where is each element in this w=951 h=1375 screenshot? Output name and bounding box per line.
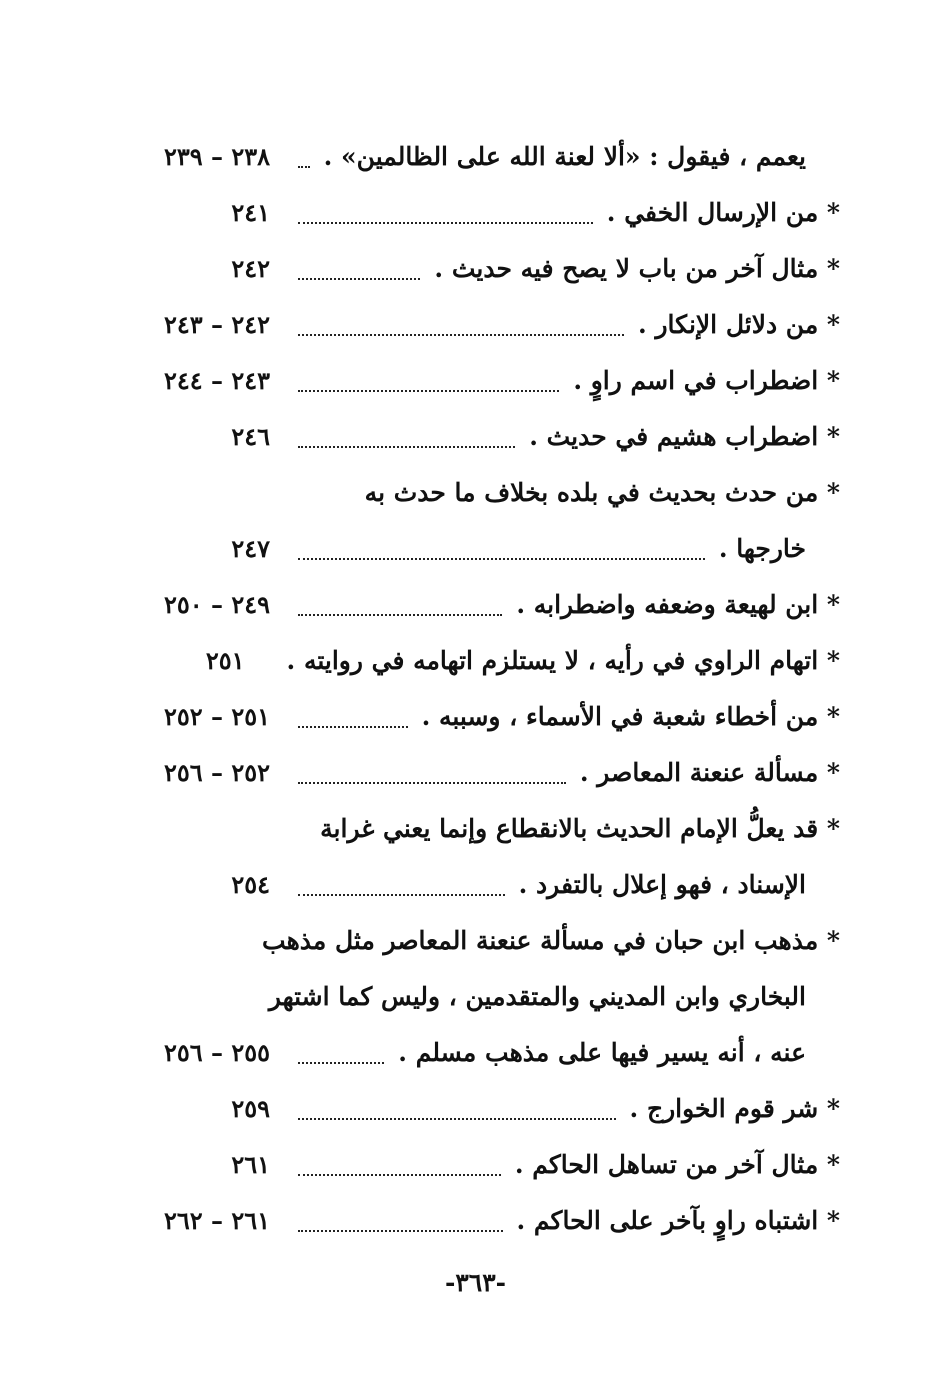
toc-entry-pages: ٢٥٢ – ٢٥٦: [163, 757, 270, 787]
toc-entry-pages: ٢٦١: [231, 1149, 270, 1179]
toc-entry: [120, 520, 840, 576]
table-of-contents: [120, 128, 840, 1248]
toc-entry-title: * اضطراب في اسم راوٍ .: [573, 365, 840, 395]
toc-entry-pages: ٢٥٤: [231, 869, 270, 899]
toc-entry-pages: ٢٥٥ – ٢٥٦: [163, 1037, 270, 1067]
page-number: -٣٦٣-: [444, 1268, 507, 1297]
toc-entry-pages: ٢٥٩: [231, 1093, 270, 1123]
toc-entry-pages: ٢٤٦: [231, 421, 270, 451]
toc-entry-pages: ٢٤١: [231, 197, 270, 227]
toc-entry-title: * اتهام الراوي في رأيه ، لا يستلزم اتهامه في روايته .: [286, 645, 840, 675]
toc-entry: [120, 856, 840, 912]
dot-leader: [298, 212, 593, 224]
toc-entry-title: البخاري وابن المديني والمتقدمين ، وليس كما اشتهر: [268, 981, 806, 1011]
toc-entry-title: يعمم ، فيقول : «ألا لعنة الله على الظالمين» .: [323, 141, 806, 171]
dot-leader: [298, 1164, 501, 1176]
toc-entry: [120, 128, 840, 184]
toc-entry: [120, 408, 840, 464]
toc-entry-pages: ٢٤٢ – ٢٤٣: [163, 309, 270, 339]
toc-entry-title: * مسألة عنعنة المعاصر .: [579, 757, 840, 787]
toc-entry: [120, 632, 840, 688]
toc-entry-title: * من حدث بحديث في بلده بخلاف ما حدث به: [364, 477, 840, 507]
toc-entry-title: عنه ، أنه يسير فيها على مذهب مسلم .: [398, 1037, 806, 1067]
toc-entry: [120, 688, 840, 744]
toc-entry: [120, 184, 840, 240]
toc-entry-title: * مثال آخر من تساهل الحاكم .: [514, 1149, 840, 1179]
toc-entry-title: * ابن لهيعة وضعفه واضطرابه .: [516, 589, 840, 619]
toc-entry: [120, 464, 840, 520]
toc-entry: [120, 1192, 840, 1248]
dot-leader: [298, 156, 310, 168]
toc-entry-pages: ٢٥١: [205, 645, 245, 675]
toc-entry: [120, 800, 840, 856]
dot-leader: [298, 1220, 503, 1232]
toc-entry-title: * اضطراب هشيم في حديث .: [529, 421, 840, 451]
toc-entry: [120, 296, 840, 352]
toc-entry: [120, 744, 840, 800]
toc-entry: [120, 352, 840, 408]
dot-leader: [298, 548, 705, 560]
dot-leader: [298, 324, 624, 336]
toc-entry-pages: ٢٤٩ – ٢٥٠: [163, 589, 270, 619]
toc-entry-pages: ٢٥١ – ٢٥٢: [163, 701, 270, 731]
toc-entry: [120, 968, 840, 1024]
dot-leader: [298, 884, 505, 896]
toc-entry: [120, 1024, 840, 1080]
toc-entry: [120, 1136, 840, 1192]
dot-leader: [298, 716, 408, 728]
dot-leader: [298, 1052, 384, 1064]
toc-entry-title: * من الإرسال الخفي .: [606, 197, 840, 227]
dot-leader: [298, 268, 420, 280]
toc-entry-title: * شر قوم الخوارج .: [629, 1093, 840, 1123]
toc-entry-pages: ٢٣٨ – ٢٣٩: [163, 141, 270, 171]
dot-leader: [298, 604, 502, 616]
toc-entry: [120, 240, 840, 296]
toc-entry-pages: ٢٤٢: [231, 253, 270, 283]
toc-entry-pages: ٢٤٣ – ٢٤٤: [163, 365, 270, 395]
toc-entry-title: * مثال آخر من باب لا يصح فيه حديث .: [434, 253, 840, 283]
toc-entry-title: * اشتباه راوٍ بآخر على الحاكم .: [516, 1205, 840, 1235]
toc-entry: [120, 912, 840, 968]
toc-entry-title: * قد يعلُّ الإمام الحديث بالانقطاع وإنما يعني غرابة: [320, 813, 840, 843]
toc-entry-title: * مذهب ابن حبان في مسألة عنعنة المعاصر مثل مذهب: [262, 925, 840, 955]
toc-entry: [120, 576, 840, 632]
toc-entry-pages: ٢٦١ – ٢٦٢: [163, 1205, 270, 1235]
dot-leader: [298, 772, 566, 784]
toc-entry-title: خارجها .: [718, 533, 806, 563]
toc-entry-title: * من دلائل الإنكار .: [638, 309, 840, 339]
toc-entry-pages: ٢٤٧: [231, 533, 270, 563]
dot-leader: [298, 1108, 616, 1120]
toc-entry: [120, 1080, 840, 1136]
dot-leader: [298, 380, 559, 392]
toc-entry-title: الإسناد ، فهو إعلال بالتفرد .: [518, 869, 806, 899]
dot-leader: [298, 436, 515, 448]
toc-entry-title: * من أخطاء شعبة في الأسماء ، وسببه .: [421, 701, 840, 731]
